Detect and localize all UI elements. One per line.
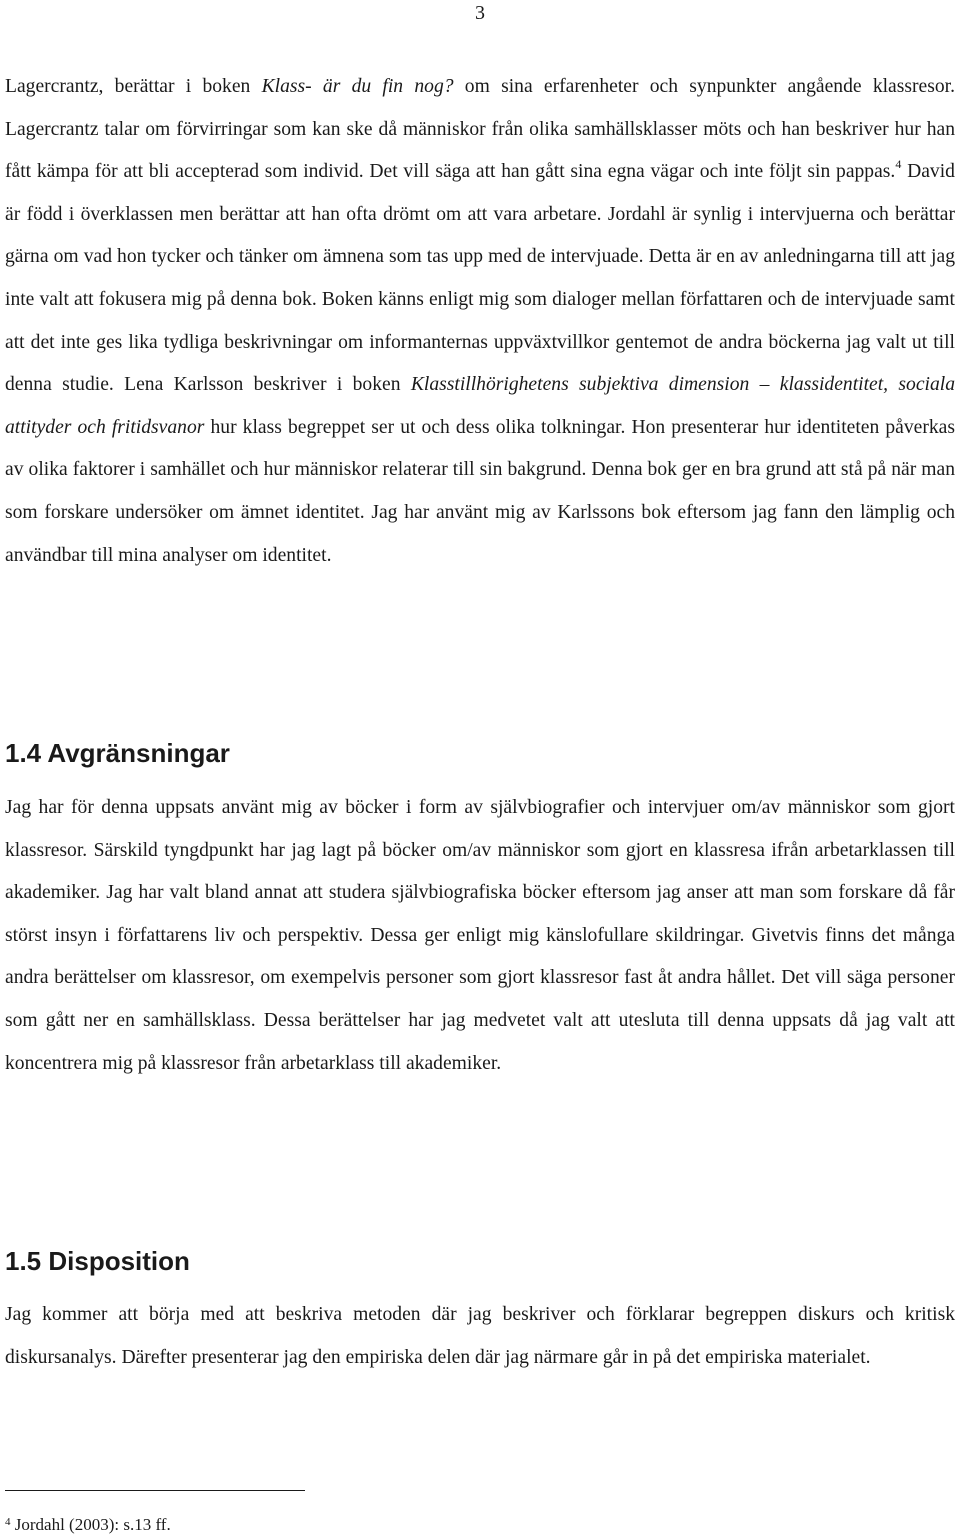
footnote: [5, 1515, 171, 1535]
intro-paragraph: [5, 66, 955, 577]
footnote-number: 4: [5, 1516, 11, 1528]
intro-text-3: David är född i överklassen men berättar att han ofta drömt om att vara arbetare. Jordahl är synlig i intervjuerna och berättar gärna om vad hon tycker och tänker om ämnena som tas upp med de intervjuade. Detta är en av anledningarna till att jag inte valt att fokusera mig på denna bok. Boken känns enligt mig som dialoger mellan författaren och de intervjuade samt att det inte ges lika tydliga beskrivningar om informanternas uppväxtvillkor gentemot de andra böckerna jag valt ut till denna studie. Lena Karlsson beskriver i boken: [5, 161, 955, 396]
intro-text-4: hur klass begreppet ser ut och dess olika tolkningar. Hon presenterar hur identiteten påverkas av olika faktorer i samhället och hur människor relaterar till sin bakgrund. Denna bok ger en bra grund att stå på när man som forskare undersöker om ämnet identitet. Jag har använt mig av Karlssons bok eftersom jag fann den lämplig och användbar till mina analyser om identitet.: [5, 416, 956, 566]
section-heading-avgransningar: 1.4 Avgränsningar: [5, 738, 230, 768]
disposition-paragraph: Jag kommer att börja med att beskriva metoden där jag beskriver och förklarar begreppen diskurs och kritisk diskursanalys. Därefter presenterar jag den empiriska delen där jag närmare går in på det empiriska materialet.: [5, 1304, 955, 1368]
footnote-reference[interactable]: 4: [895, 157, 902, 172]
book-title-klass: Klass- är du fin nog?: [261, 76, 454, 97]
footnote-divider: [5, 1490, 305, 1491]
intro-text-2: om sina erfarenheter och synpunkter angående klassresor. Lagercrantz talar om förvirringar som kan ske då människor från olika samhällsklasser möts och han beskriver hur han fått kämpa för att bli accepterad som individ. Det vill säga att han gått sina egna vägar och inte följt sin pappas.: [5, 76, 955, 183]
footnote-text: Jordahl (2003): s.13 ff.: [10, 1515, 171, 1534]
page-number: 3: [475, 2, 485, 24]
book-title-klasstillhorighet: Klasstillhörighetens subjektiva dimension – klassidentitet, sociala attityder och fritidsvanor: [5, 374, 956, 438]
section-heading-disposition: 1.5 Disposition: [5, 1246, 190, 1276]
avgransningar-paragraph: Jag har för denna uppsats använt mig av böcker i form av självbiografier och intervjuer om/av människor som gjort klassresor. Särskild tyngdpunkt har jag lagt på böcker om/av människor som gjort en klassresa ifrån arbetarklassen till akademiker. Jag har valt bland annat att studera självbiografiska böcker eftersom jag anser att man som forskare då får störst insyn i författarens liv och perspektiv. Dessa ger enligt mig känslofullare skildringar. Givetvis finns det många andra berättelser om klassresor, om exempelvis personer som gjort klassresor fast åt andra hållet. Det vill säga personer som gått ner en samhällsklass. Dessa berättelser har jag medvetet valt att utesluta till denna uppsats då jag valt att koncentrera mig på klassresor från arbetarklass till akademiker.: [5, 797, 955, 1074]
intro-text-1: Lagercrantz, berättar i boken: [5, 76, 262, 97]
